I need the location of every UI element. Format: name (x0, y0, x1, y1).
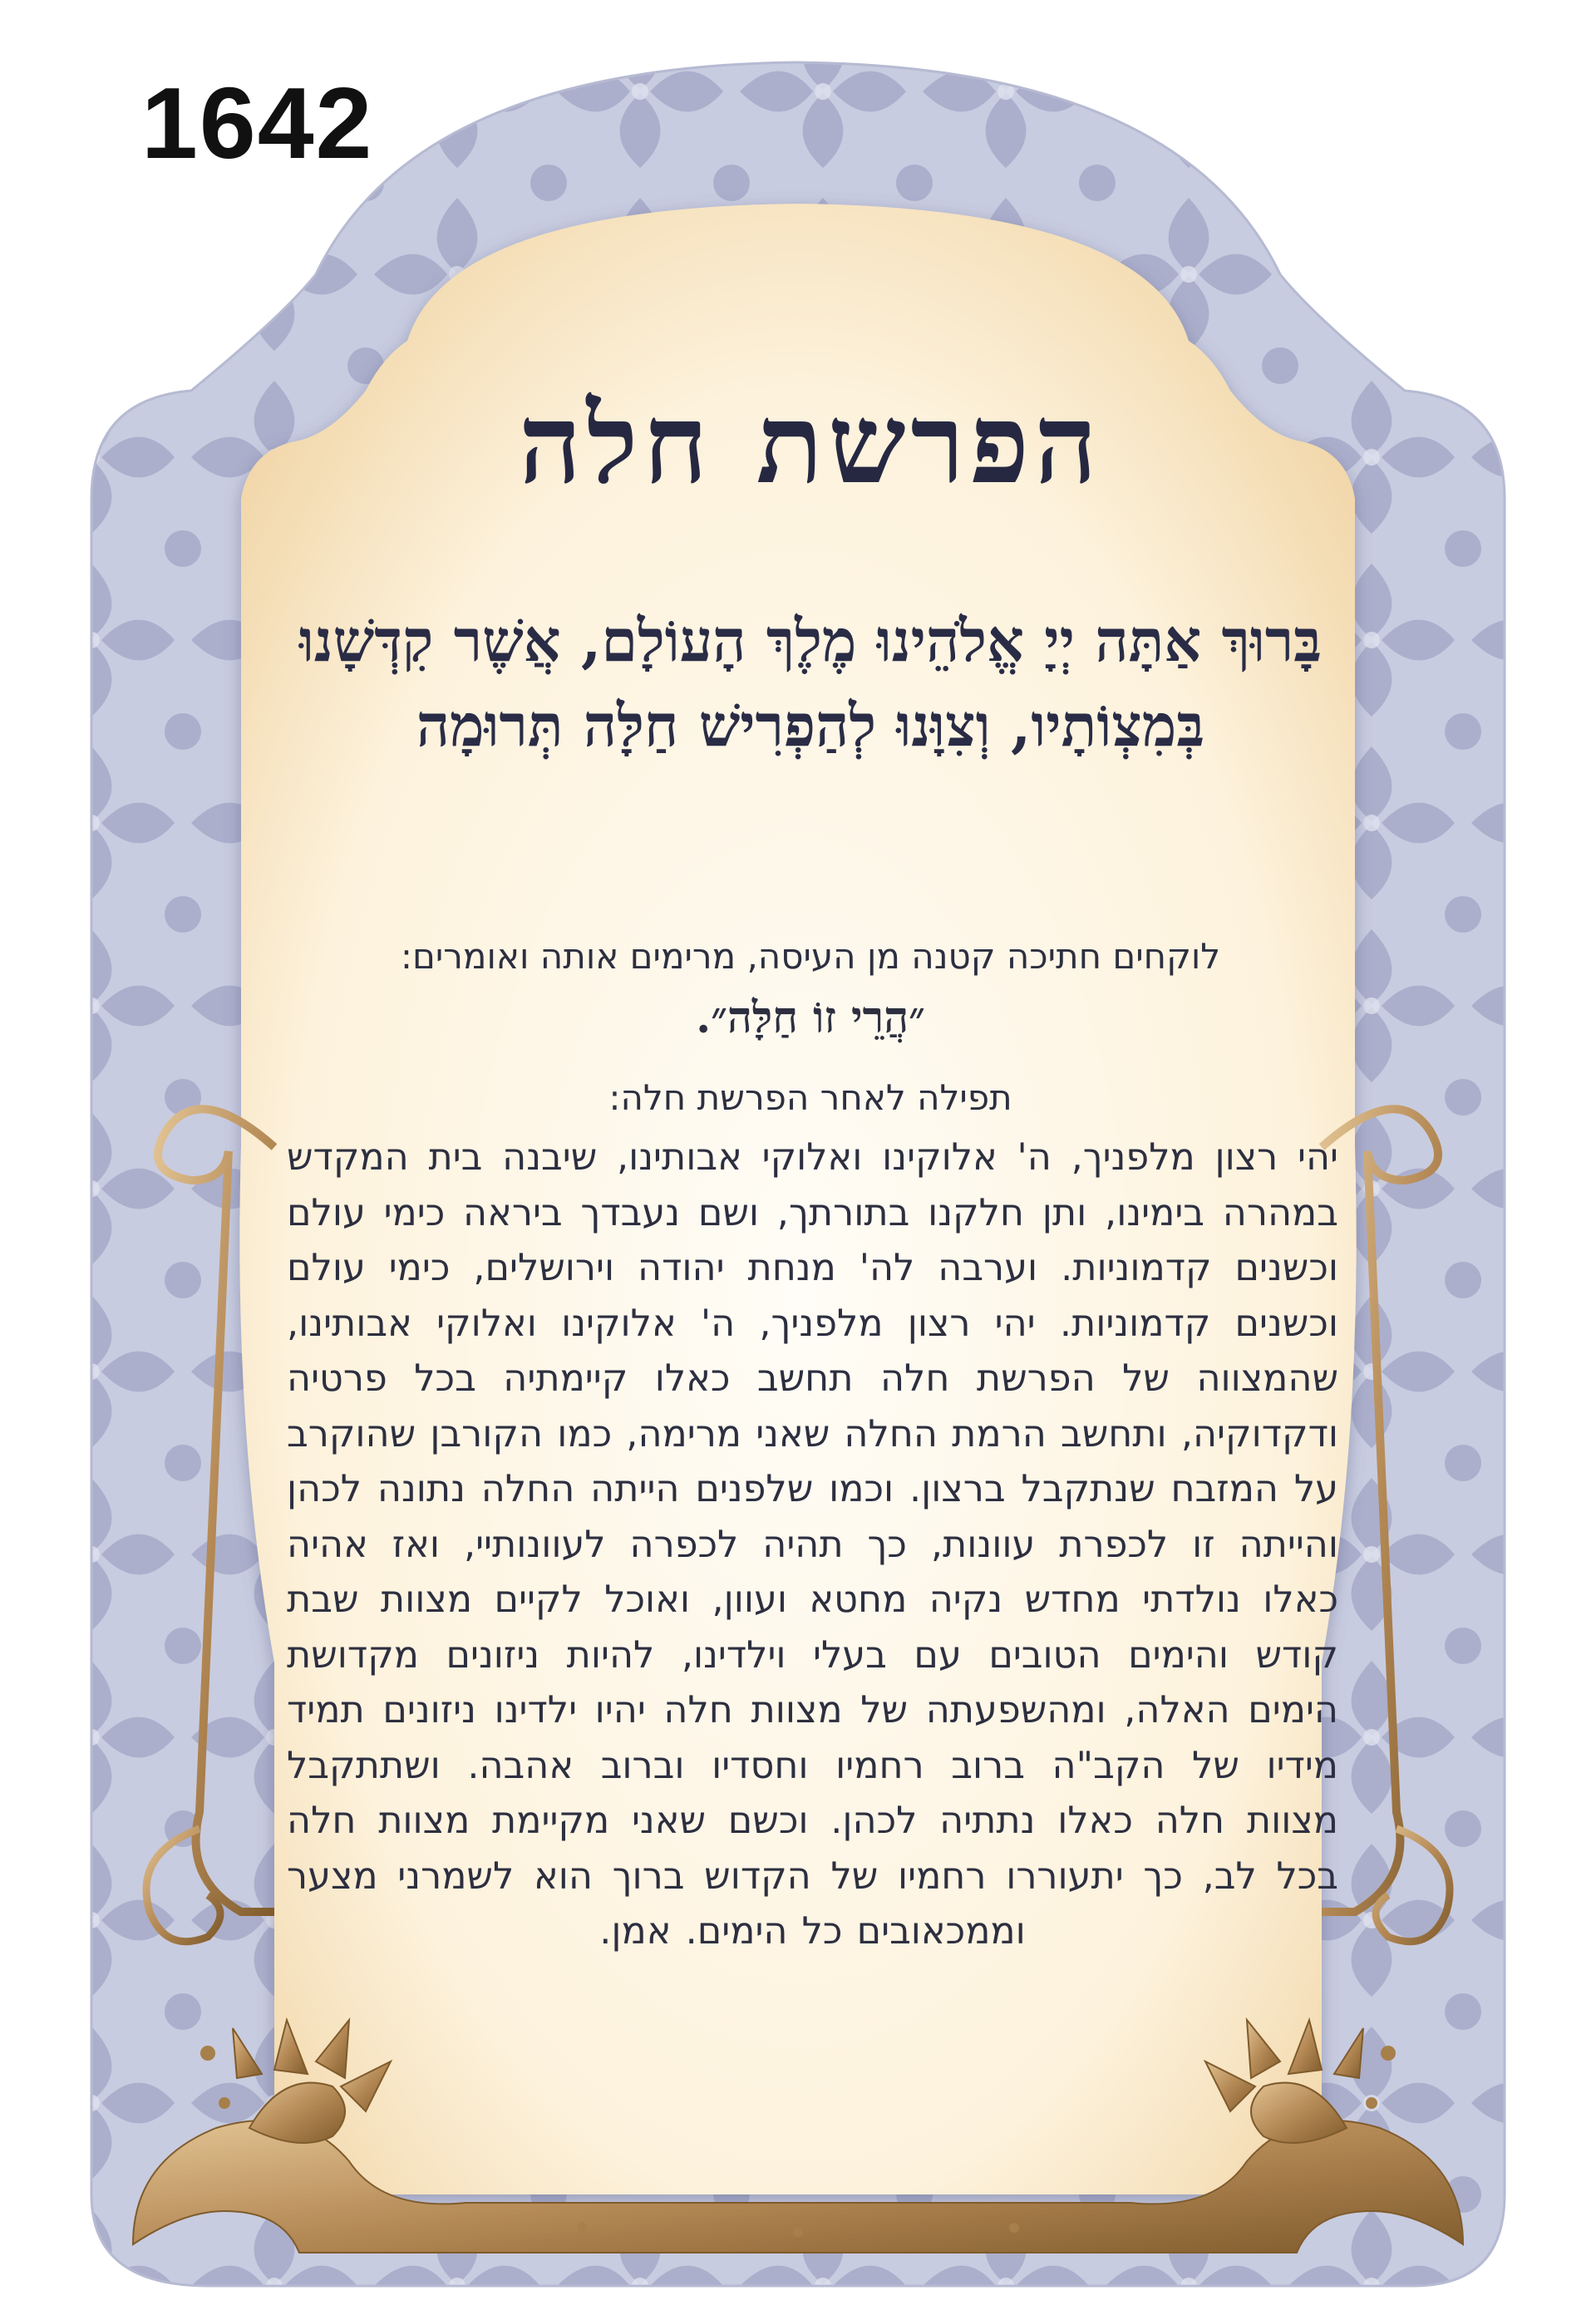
declaration-text: ״הֲרֵי זוֹ חַלָּה״. (696, 992, 925, 1043)
blessing-text: בָּרוּךְ אַתָּה יְיָ אֱלֹהֵינוּ מֶלֶךְ הָעוֹלָם, אֲשֶׁר קִדְּשָׁנוּ בְּמִצְוֹתָיו, וְצִוָּנוּ לְהַפְרִישׁ חַלָּה תְּרוּמָה (298, 606, 1323, 760)
product-code: 1642 (141, 66, 374, 180)
instruction-text: לוקחים חתיכה קטנה מן העיסה, מרימים אותה ואומרים: (400, 936, 1221, 977)
prayer-body: יהי רצון מלפניך, ה' אלוקינו ואלוקי אבותינו, שיבנה בית המקדש במהרה בימינו, ותן חלקנו בתורתך, ושם נעבדך ביראה כימי עולם וכשנים קדמוניות. וערבה לה' מנחת יהודה וירושלים, כימי עולם וכשנים קדמוניות. יהי רצון מלפניך, ה' אלוקינו ואלוקי אבותינו, שהמצווה של הפרשת חלה תחשב כאלו קיימתיה בכל פרטיה ודקדוקיה, ותחשב הרמת החלה שאני מרימה, כמו הקורבן שהוקרב על המזבח שנתקבל ברצון. וכמו שלפנים הייתה החלה נתונה לכהן והייתה זו לכפרת עוונות, כך תהיה לכפרה לעוונותיי, ואז אהיה כאלו נולדתי מחדש נקיה מחטא ועוון, ואוכל לקיים מצוות שבת קודש והימים הטובים עם בעלי וילדינו, להיות ניזונים מקדושת הימים האלה, ומהשפעתה של מצוות חלה יהיו ילדינו ניזונים תמיד מידיו של הקב"ה ברוב רחמיו וחסדיו וברוב אהבה. ושתתקבל מצוות חלה כאלו נתתיה לכהן. וכשם שאני מקיימת מצוות חלה בכל לב, כך יתעוררו רחמיו של הקדוש ברוך הוא לשמרני מצער וממכאובים כל הימים. אמן. (287, 1136, 1338, 1953)
prayer-heading: תפילה לאחר הפרשת חלה: (608, 1077, 1012, 1118)
page-title: הפרשת חלה (518, 380, 1103, 509)
